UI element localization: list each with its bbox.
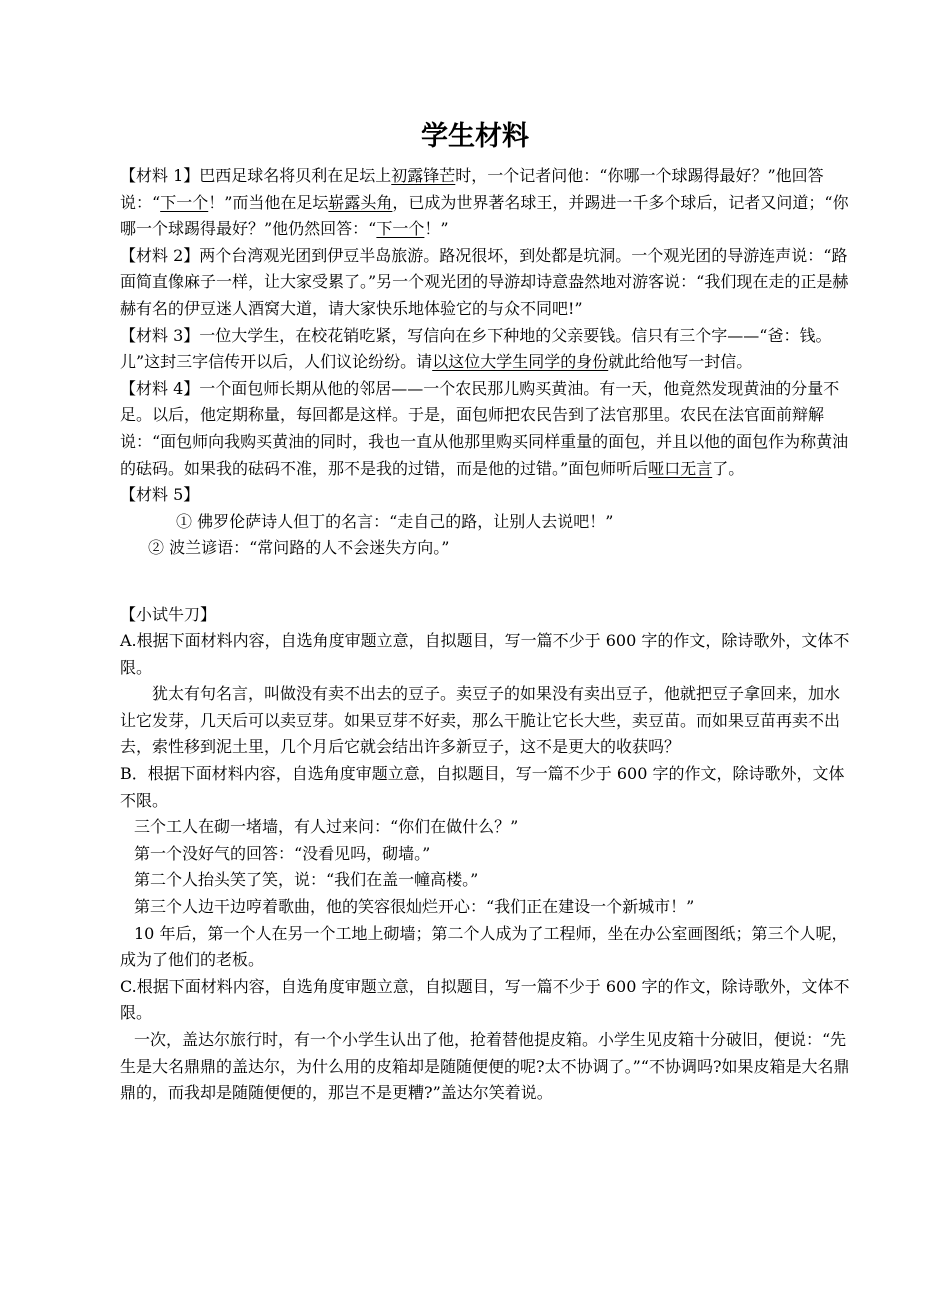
practice-c-text: 一次，盖达尔旅行时，有一个小学生认出了他，抢着替他提皮箱。小学生见皮箱十分破旧，便说：“先生是大名鼎鼎的盖达尔，为什么用的皮箱却是随随便便的呢?太不协调了。”“不协调吗?如果皮箱是大名鼎鼎的，而我却是随随便便的，那岂不是更糟?”盖达尔笑着说。	[120, 1030, 850, 1103]
material-5-heading: 【材料 5】	[120, 485, 200, 505]
material-5-quote-2: ② 波兰谚语：“常问路的人不会迷失方向。”	[148, 538, 450, 558]
document-body	[120, 163, 850, 1107]
m1-underline-2: 下一个	[160, 192, 209, 212]
practice-b-prompt: B．根据下面材料内容，自选角度审题立意，自拟题目，写一篇不少于 600 字的作文，除诗歌外，文体不限。	[120, 764, 845, 810]
spacer	[120, 562, 850, 589]
practice-a-prompt: A.根据下面材料内容，自选角度审题立意，自拟题目，写一篇不少于 600 字的作文，除诗歌外，文体不限。	[120, 631, 850, 677]
m1-underline-4: 下一个	[376, 219, 425, 239]
m1-text-e: ！”	[424, 219, 449, 239]
m4-underline: 哑口无言	[648, 458, 713, 478]
practice-b-line: 第三个人边干边哼着歌曲，他的笑容很灿烂开心：“我们正在建设一个新城市！”	[134, 897, 695, 917]
m1-text-d: ，已成为世界著名球王，并踢进一千多个球后，记者又问道；“你哪一个球踢得最好？”他仍然回答：“	[120, 192, 849, 239]
m4-text-b: 了。	[712, 458, 745, 478]
m3-text-a: 【材料 3】一位大学生，在校花销吃紧，写信向在乡下种地的父亲要钱。信只有三个字——“爸：钱。儿”这封三字信传开以后，人们议论纷纷。请	[120, 325, 832, 372]
material-2: 【材料 2】两个台湾观光团到伊豆半岛旅游。路况很坏，到处都是坑洞。一个观光团的导游连声说：“路面简直像麻子一样，让大家受累了。”另一个观光团的导游却诗意盎然地对游客说：“我们现在走的正是赫赫有名的伊豆迷人酒窝大道，请大家快乐地体验它的与众不同吧!”	[120, 245, 849, 318]
practice-b-line: 10 年后，第一个人在另一个工地上砌墙；第二个人成为了工程师，坐在办公室画图纸；第三个人呢，成为了他们的老板。	[120, 923, 848, 970]
page-title: 学生材料	[421, 121, 529, 152]
m1-underline-1: 初露锋芒	[391, 166, 456, 185]
practice-heading: 【小试牛刀】	[120, 604, 217, 624]
practice-b-line: 第二个人抬头笑了笑，说：“我们在盖一幢高楼。”	[134, 870, 479, 890]
m1-text-b: 时，一个记者问他：“你哪一个球踢得最好？”他回答说：“	[120, 166, 824, 212]
practice-a-text: 犹太有句名言，叫做没有卖不出去的豆子。卖豆子的如果没有卖出豆子，他就把豆子拿回来，加水让它发芽，几天后可以卖豆芽。如果豆芽不好卖，那么干脆让它长大些，卖豆苗。而如果豆苗再卖不出去，索性移到泥土里，几个月后它就会结出许多新豆子，这不是更大的收获吗？	[120, 684, 841, 757]
m4-text-a: 【材料 4】一个面包师长期从他的邻居——一个农民那儿购买黄油。有一天，他竟然发现黄油的分量不足。以后，他定期称量，每回都是这样。于是，面包师把农民告到了法官那里。农民在法官面前辩解说：“面包师向我购买黄油的同时，我也一直从他那里购买同样重量的面包，并且以他的面包作为称黄油的砝码。如果我的砝码不准，那不是我的过错，而是他的过错。”面包师听后	[120, 378, 849, 478]
practice-b-line: 第一个没好气的回答：“没看见吗，砌墙。”	[134, 843, 431, 863]
practice-c-prompt: C.根据下面材料内容，自选角度审题立意，自拟题目，写一篇不少于 600 字的作文，除诗歌外，文体不限。	[120, 976, 850, 1023]
m3-underline: 以这位大学生同学的身份	[432, 352, 609, 372]
spacer	[120, 589, 850, 602]
material-1	[120, 163, 850, 243]
m3-text-b: 就此给他写一封信。	[608, 352, 753, 372]
m1-text-c: ！”而当他在足坛	[208, 192, 329, 212]
m1-underline-3: 崭露头角	[328, 192, 393, 212]
material-3	[120, 323, 850, 376]
material-4	[120, 376, 850, 482]
practice-b-line: 三个工人在砌一堵墙，有人过来问：“你们在做什么？”	[134, 817, 519, 837]
m1-text-a: 【材料 1】巴西足球名将贝利在足坛上	[120, 166, 392, 185]
material-5-quote-1: ① 佛罗伦萨诗人但丁的名言：“走自己的路，让别人去说吧！”	[176, 511, 614, 531]
